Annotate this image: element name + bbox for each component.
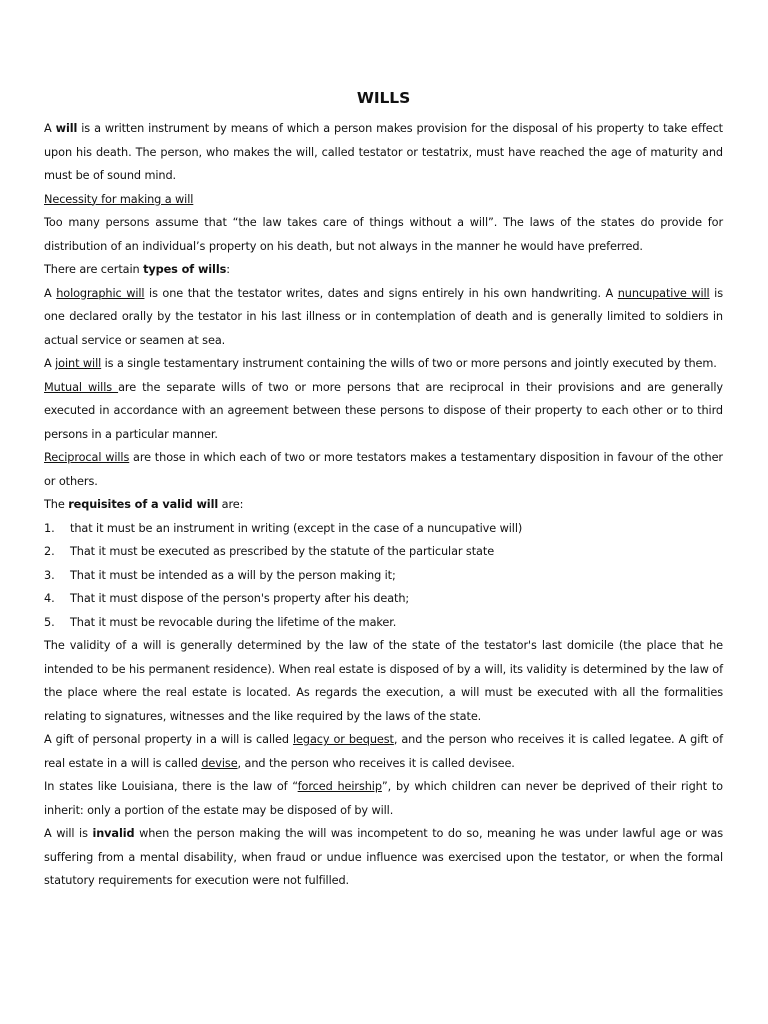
requisites-intro-a: The — [44, 498, 69, 511]
gift-text-c: , and the person who receives it is called devisee. — [237, 756, 515, 770]
mutual-text: are the separate wills of two or more persons that are reciprocal in their provisions and are generally executed in accordance with an agreement between these persons to dispose of their property to each other or to third persons in a particular manner. — [44, 380, 724, 441]
necessity-heading-text: Necessity for making a will — [44, 192, 194, 206]
validity-paragraph: The validity of a will is generally determined by the law of the state of the testator's last domicile (the place that he intended to be his permanent residence). When real estate is disposed of by a will, its validity is determined by the law of the place where the real estate is located. As regards the execution, a will must be executed with all the formalities relating to signatures, witnesses and the like required by the laws of the state. — [44, 639, 723, 723]
holographic-text-b: is one that the testator writes, dates and signs entirely in his own handwriting. A — [144, 286, 618, 300]
louisiana-text-a: In states like Louisiana, there is the law of “ — [44, 780, 298, 793]
types-intro-term: types of wills — [143, 263, 227, 276]
requisites-intro-c: are: — [218, 498, 244, 511]
invalid-term: invalid — [92, 827, 135, 840]
requisite-item — [44, 587, 723, 611]
intro-text-rest: is a written instrument by means of which a person makes provision for the disposal of his property to take effect upon his death. The person, who makes the will, called testator or testatrix, must have reached the age of maturity and must be of sound mind. — [44, 122, 724, 182]
louisiana-text-b: ”, by which children can never be deprived of their right to inherit: only a portion of the estate may be disposed of by will. — [44, 780, 723, 817]
holographic-text-a: A — [44, 286, 57, 300]
requisite-text: that it must be an instrument in writing (except in the case of a nuncupative will) — [70, 521, 523, 535]
types-intro-a: There are certain — [44, 263, 144, 276]
intro-paragraph — [44, 117, 723, 188]
holographic-paragraph — [44, 282, 723, 353]
gift-paragraph — [44, 728, 723, 775]
invalid-text-c: when the person making the will was incompetent to do so, meaning he was under lawful age or was suffering from a mental disability, when fraud or undue influence was exercised upon the testator, or when the formal statutory requirements for execution were not fulfilled. — [44, 827, 723, 887]
intro-term-will: will — [55, 122, 78, 135]
requisites-intro-term: requisites of a valid will — [68, 498, 219, 511]
requisite-text: That it must be intended as a will by the person making it; — [70, 568, 396, 582]
joint-text-a: A — [44, 357, 56, 370]
requisite-text: That it must dispose of the person's property after his death; — [70, 592, 410, 605]
requisite-number: 3. — [44, 568, 55, 582]
legacy-term: legacy or bequest — [292, 733, 394, 746]
requisite-item — [44, 517, 723, 541]
joint-text-b: is a single testamentary instrument containing the wills of two or more persons and jointly executed by them. — [101, 357, 717, 370]
reciprocal-text: are those in which each of two or more testators makes a testamentary disposition in favour of the other or others. — [44, 451, 723, 488]
nuncupative-term: nuncupative will — [617, 286, 710, 300]
devise-term: devise — [201, 756, 238, 770]
document-page — [44, 84, 723, 893]
requisite-number: 1. — [44, 521, 55, 535]
gift-text-a: A gift of personal property in a will is called — [44, 733, 293, 746]
joint-will-term: joint will — [55, 357, 102, 370]
invalid-paragraph — [44, 822, 723, 893]
holographic-text-c: is one declared orally by the testator in his last illness or in contemplation of death and is generally limited to soldiers in actual service or seamen at sea. — [44, 286, 723, 347]
necessity-paragraph: Too many persons assume that “the law takes care of things without a will”. The laws of the states do provide for distribution of an individual’s property on his death, but not always in the manner he would have preferred. — [44, 216, 723, 253]
requisite-number: 4. — [44, 592, 55, 605]
reciprocal-wills-paragraph — [44, 446, 723, 493]
necessity-heading — [44, 188, 723, 212]
requisite-text: That it must be executed as prescribed by the statute of the particular state — [70, 545, 495, 558]
forced-heirship-term: forced heirship — [297, 780, 382, 793]
holographic-term: holographic will — [56, 286, 145, 300]
requisite-text: That it must be revocable during the lifetime of the maker. — [70, 615, 397, 629]
requisite-item — [44, 611, 723, 635]
requisite-item — [44, 564, 723, 588]
invalid-text-a: A will is — [44, 827, 93, 840]
requisite-item — [44, 540, 723, 564]
gift-text-b: , and the person who receives it is called legatee. A gift of real estate in a will is called — [44, 733, 723, 770]
types-intro-c: : — [226, 263, 230, 276]
intro-text-a: A — [44, 122, 56, 135]
document-title: WILLS — [356, 89, 411, 107]
mutual-wills-paragraph — [44, 376, 723, 447]
mutual-wills-term: Mutual wills — [44, 380, 119, 394]
joint-will-paragraph — [44, 352, 723, 376]
requisites-intro — [44, 493, 723, 517]
requisite-number: 2. — [44, 545, 55, 558]
louisiana-paragraph — [44, 775, 723, 822]
requisite-number: 5. — [44, 615, 55, 629]
types-intro — [44, 258, 723, 282]
reciprocal-wills-term: Reciprocal wills — [44, 451, 130, 464]
